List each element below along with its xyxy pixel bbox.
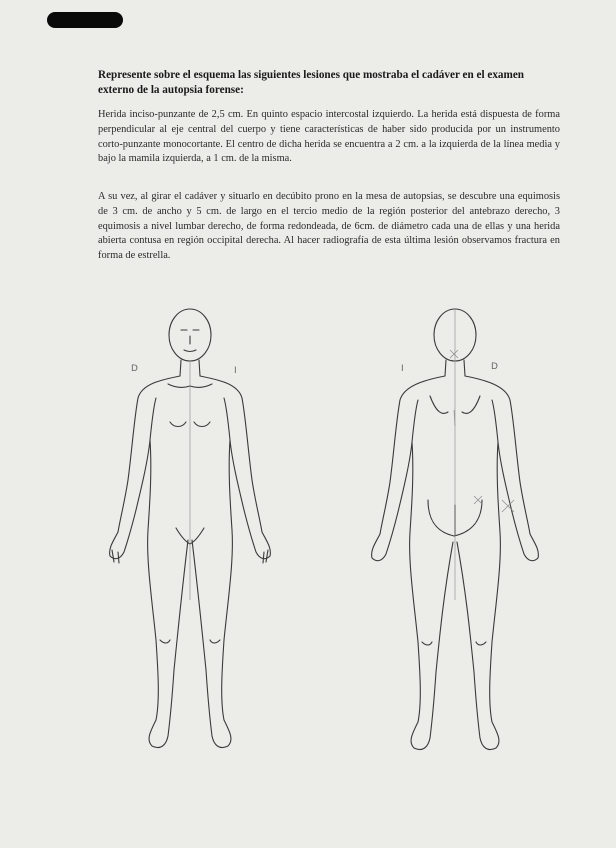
front-label-left-side: I (234, 366, 237, 376)
redaction-bar (47, 12, 123, 28)
paragraph-back-lesions: A su vez, al girar el cadáver y situarlo en decúbito prono en la mesa de autopsias, se descubre una equimosis de 3 cm. de ancho y 5 cm. de largo en el tercio medio de la región posterior del antebrazo derecho, 3 equimosis a nivel lumbar derecho, de forma redondeada, de 6cm. de diámetro cada una de ellas y una herida abierta contusa en región occipital derecha. Al hacer radiografía de esta última lesión observamos fractura en forma de estrella. (98, 191, 560, 262)
front-label-right-side: D (131, 364, 138, 374)
back-label-right-side: D (491, 362, 498, 372)
body-diagram-back (358, 300, 548, 760)
back-body-outline (358, 300, 548, 760)
back-label-left-side: I (401, 364, 404, 374)
front-body-outline (98, 300, 288, 760)
paragraph-front-wound: Herida inciso-punzante de 2,5 cm. En quinto espacio intercostal izquierdo. La herida está dispuesta de forma perpendicular al eje central del cuerpo y tiene características de haber sido producida por un instrumento corto-punzante monocortante. El centro de dicha herida se encuentra a 2 cm. a la izquierda de la línea media y bajo la mamila izquierda, a 1 cm. de la misma. (98, 109, 560, 165)
exercise-heading: Represente sobre el esquema las siguientes lesiones que mostraba el cadáver en el examen externo de la autopsia forense: (98, 69, 525, 96)
body-diagram-front (98, 300, 288, 760)
